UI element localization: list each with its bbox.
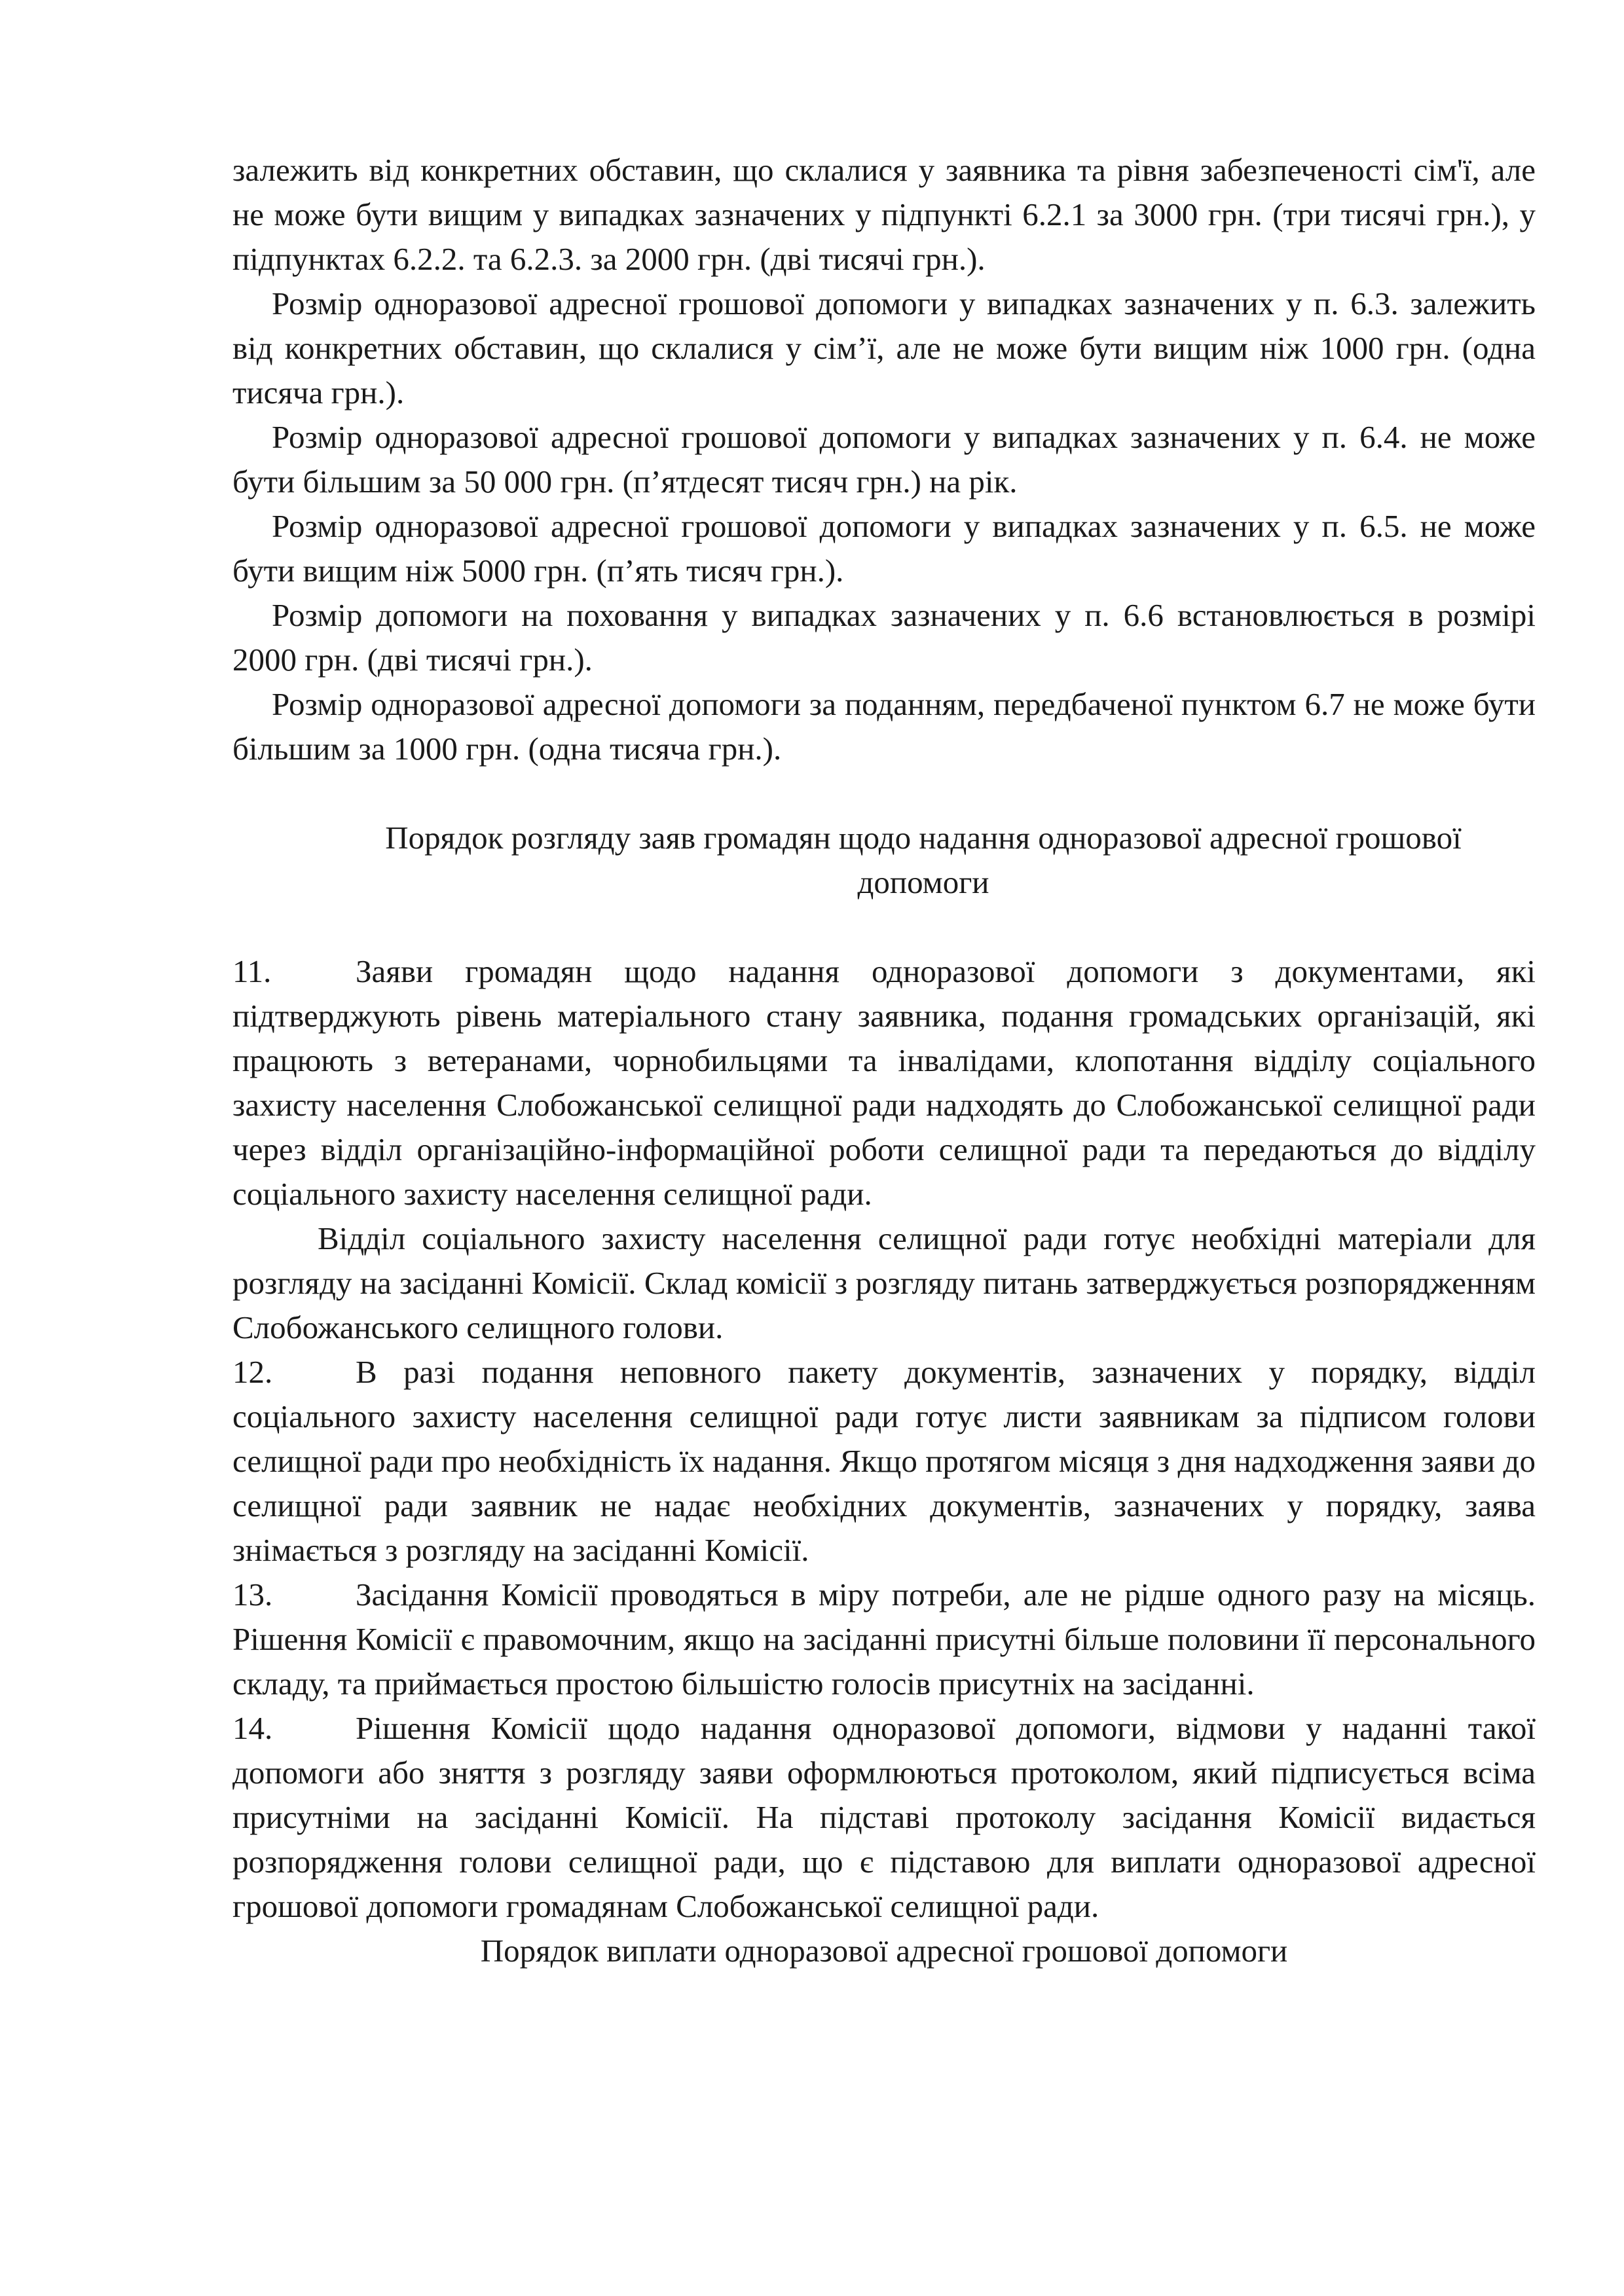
paragraph-amount-6-7: Розмір одноразової адресної допомоги за поданням, передбаченої пунктом 6.7 не може бути більшим за 1000 грн. (одна тисяча грн.). — [232, 686, 1536, 767]
list-item-text: В разі подання неповного пакету документів, зазначених у порядку, відділ соціального захисту населення селищної ради готує листи заявникам за підписом голови селищної ради про необхідність їх надання. Якщо протягом місяця з дня надходження заяви до селищної ради заявник не надає необхідних документів, зазначених у порядку, заява знімається з розгляду на засіданні Комісії. — [232, 1354, 1536, 1568]
list-item-number: 13. — [232, 1576, 273, 1613]
section-heading-review: Порядок розгляду заяв громадян щодо надання одноразової адресної грошової допомоги — [385, 820, 1462, 900]
paragraph-department: Відділ соціального захисту населення селищної ради готує необхідні матеріали для розгляду на засіданні Комісії. Склад комісії з розгляду питань затверджується розпорядженням Слобожанського селищного голови. — [232, 1220, 1536, 1345]
paragraph-amount-6-4: Розмір одноразової адресної грошової допомоги у випадках зазначених у п. 6.4. не може бути більшим за 50 000 грн. (п’ятдесят тисяч грн.) на рік. — [232, 419, 1536, 500]
document-page — [232, 148, 1536, 1973]
section-heading-payment: Порядок виплати одноразової адресної грошової допомоги — [480, 1933, 1288, 1969]
spacer — [232, 905, 1536, 949]
list-item-11 — [232, 949, 1536, 1216]
paragraph-amount-6-3: Розмір одноразової адресної грошової допомоги у випадках зазначених у п. 6.3. залежить від конкретних обставин, що склалися у сім’ї, але не може бути вищим ніж 1000 грн. (одна тисяча грн.). — [232, 285, 1536, 410]
list-item-text: Засідання Комісії проводяться в міру потреби, але не рідше одного разу на місяць. Рішення Комісії є правомочним, якщо на засіданні присутні більше половини її персонального складу, та приймається простою більшістю голосів присутніх на засіданні. — [232, 1576, 1536, 1702]
list-item-14 — [232, 1706, 1536, 1929]
paragraph-amount-6-5: Розмір одноразової адресної грошової допомоги у випадках зазначених у п. 6.5. не може бути вищим ніж 5000 грн. (п’ять тисяч грн.). — [232, 508, 1536, 589]
paragraph-amount-6-6: Розмір допомоги на поховання у випадках зазначених у п. 6.6 встановлюється в розмірі 2000 грн. (дві тисячі грн.). — [232, 597, 1536, 678]
list-item-12 — [232, 1350, 1536, 1573]
list-item-text: Заяви громадян щодо надання одноразової допомоги з документами, які підтверджують рівень матеріального стану заявника, подання громадських організацій, які працюють з ветеранами, чорнобильцями та інвалідами, клопотання відділу соціального захисту населення Слобожанської селищної ради надходять до Слобожанської селищної ради через відділ організаційно-інформаційної роботи селищної ради та передаються до відділу соціального захисту населення селищної ради. — [232, 953, 1536, 1212]
paragraph-amount-dependency: залежить від конкретних обставин, що склалися у заявника та рівня забезпеченості сім'ї, але не може бути вищим у випадках зазначених у підпункті 6.2.1 за 3000 грн. (три тисячі грн.), у підпунктах 6.2.2. та 6.2.3. за 2000 грн. (дві тисячі грн.). — [232, 152, 1536, 277]
list-item-number: 14. — [232, 1710, 273, 1746]
list-item-text: Рішення Комісії щодо надання одноразової допомоги, відмови у наданні такої допомоги або зняття з розгляду заяви оформлюються протоколом, який підписується всіма присутніми на засіданні Комісії. На підставі протоколу засідання Комісії видається розпорядження голови селищної ради, що є підставою для виплати одноразової адресної грошової допомоги громадянам Слобожанської селищної ради. — [232, 1710, 1536, 1924]
list-item-number: 12. — [232, 1354, 273, 1390]
list-item-number: 11. — [232, 953, 272, 989]
list-item-13 — [232, 1573, 1536, 1706]
